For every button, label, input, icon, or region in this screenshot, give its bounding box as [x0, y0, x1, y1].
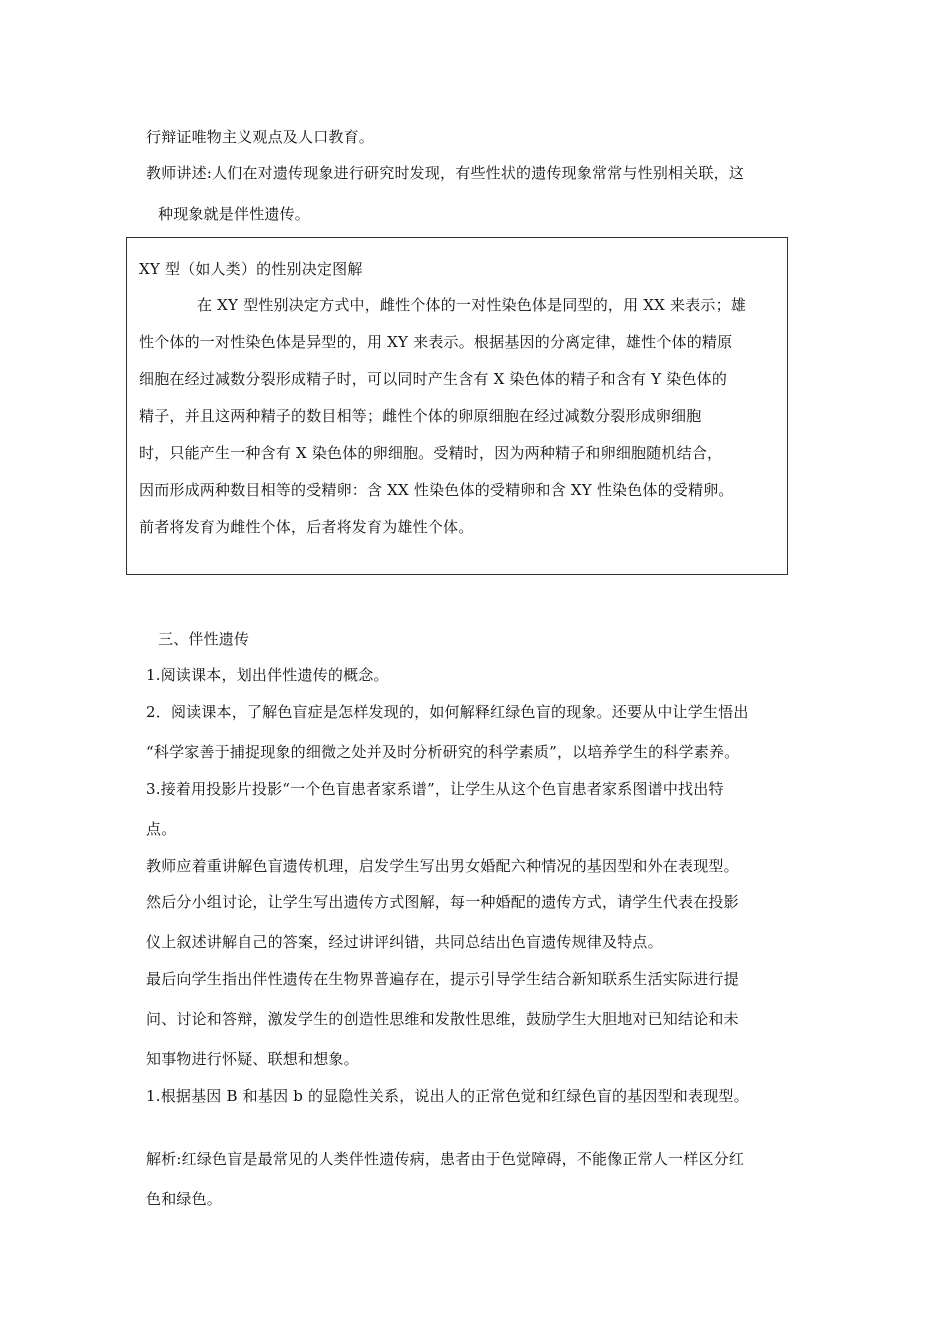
intro-line-1: 行辩证唯物主义观点及人口教育。 [146, 128, 375, 146]
item-2-line-2: “科学家善于捕捉现象的细微之处并及时分析研究的科学素质”，以培养学生的科学素养。 [146, 743, 740, 761]
box-line: 精子，并且这两种精子的数目相等；雌性个体的卵原细胞在经过减数分裂形成卵细胞 [139, 407, 702, 425]
sex-determination-box [126, 237, 788, 575]
intro-line-3: 种现象就是伴性遗传。 [158, 205, 311, 223]
box-line: 性个体的一对性染色体是异型的，用 XY 来表示。根据基因的分离定律，雄性个体的精原 [139, 333, 733, 351]
intro-line-2: 教师讲述:人们在对遗传现象进行研究时发现，有些性状的遗传现象常常与性别相关联，这 [146, 164, 745, 182]
section-heading: 三、伴性遗传 [158, 630, 250, 648]
teacher-line-3: 仪上叙述讲解自己的答案，经过讲评纠错，共同总结出色盲遗传规律及特点。 [146, 933, 663, 951]
item-3-line-2: 点。 [146, 820, 177, 838]
box-line: 前者将发育为雌性个体，后者将发育为雄性个体。 [139, 518, 474, 536]
question-1: 1.根据基因 B 和基因 b 的显隐性关系，说出人的正常色觉和红绿色盲的基因型和表现型。 [146, 1087, 749, 1105]
final-line-3: 知事物进行怀疑、联想和想象。 [146, 1050, 359, 1068]
final-line-1: 最后向学生指出伴性遗传在生物界普遍存在，提示引导学生结合新知联系生活实际进行提 [146, 970, 739, 988]
box-title: XY 型（如人类）的性别决定图解 [139, 260, 363, 278]
box-line: 在 XY 型性别决定方式中，雌性个体的一对性染色体是同型的，用 XX 来表示；雄 [197, 296, 747, 314]
analysis-line-1: 解析:红绿色盲是最常见的人类伴性遗传病，患者由于色觉障碍，不能像正常人一样区分红 [146, 1150, 745, 1168]
teacher-line-1: 教师应着重讲解色盲遗传机理，启发学生写出男女婚配六种情况的基因型和外在表现型。 [146, 857, 739, 875]
analysis-line-2: 色和绿色。 [146, 1190, 223, 1208]
item-2-line-1: 2．阅读课本，了解色盲症是怎样发现的，如何解释红绿色盲的现象。还要从中让学生悟出 [146, 703, 749, 721]
final-line-2: 问、讨论和答辩，激发学生的创造性思维和发散性思维，鼓励学生大胆地对已知结论和未 [146, 1010, 739, 1028]
item-3-line-1: 3.接着用投影片投影“一个色盲患者家系谱”，让学生从这个色盲患者家系图谱中找出特 [146, 780, 724, 798]
teacher-line-2: 然后分小组讨论，让学生写出遗传方式图解，每一种婚配的遗传方式，请学生代表在投影 [146, 893, 739, 911]
box-line: 时，只能产生一种含有 X 染色体的卵细胞。受精时，因为两种精子和卵细胞随机结合， [139, 444, 723, 462]
item-1: 1.阅读课本，划出伴性遗传的概念。 [146, 666, 389, 684]
box-line: 因而形成两种数目相等的受精卵：含 XX 性染色体的受精卵和含 XY 性染色体的受精卵。 [139, 481, 734, 499]
box-line: 细胞在经过减数分裂形成精子时，可以同时产生含有 X 染色体的精子和含有 Y 染色体的 [139, 370, 728, 388]
